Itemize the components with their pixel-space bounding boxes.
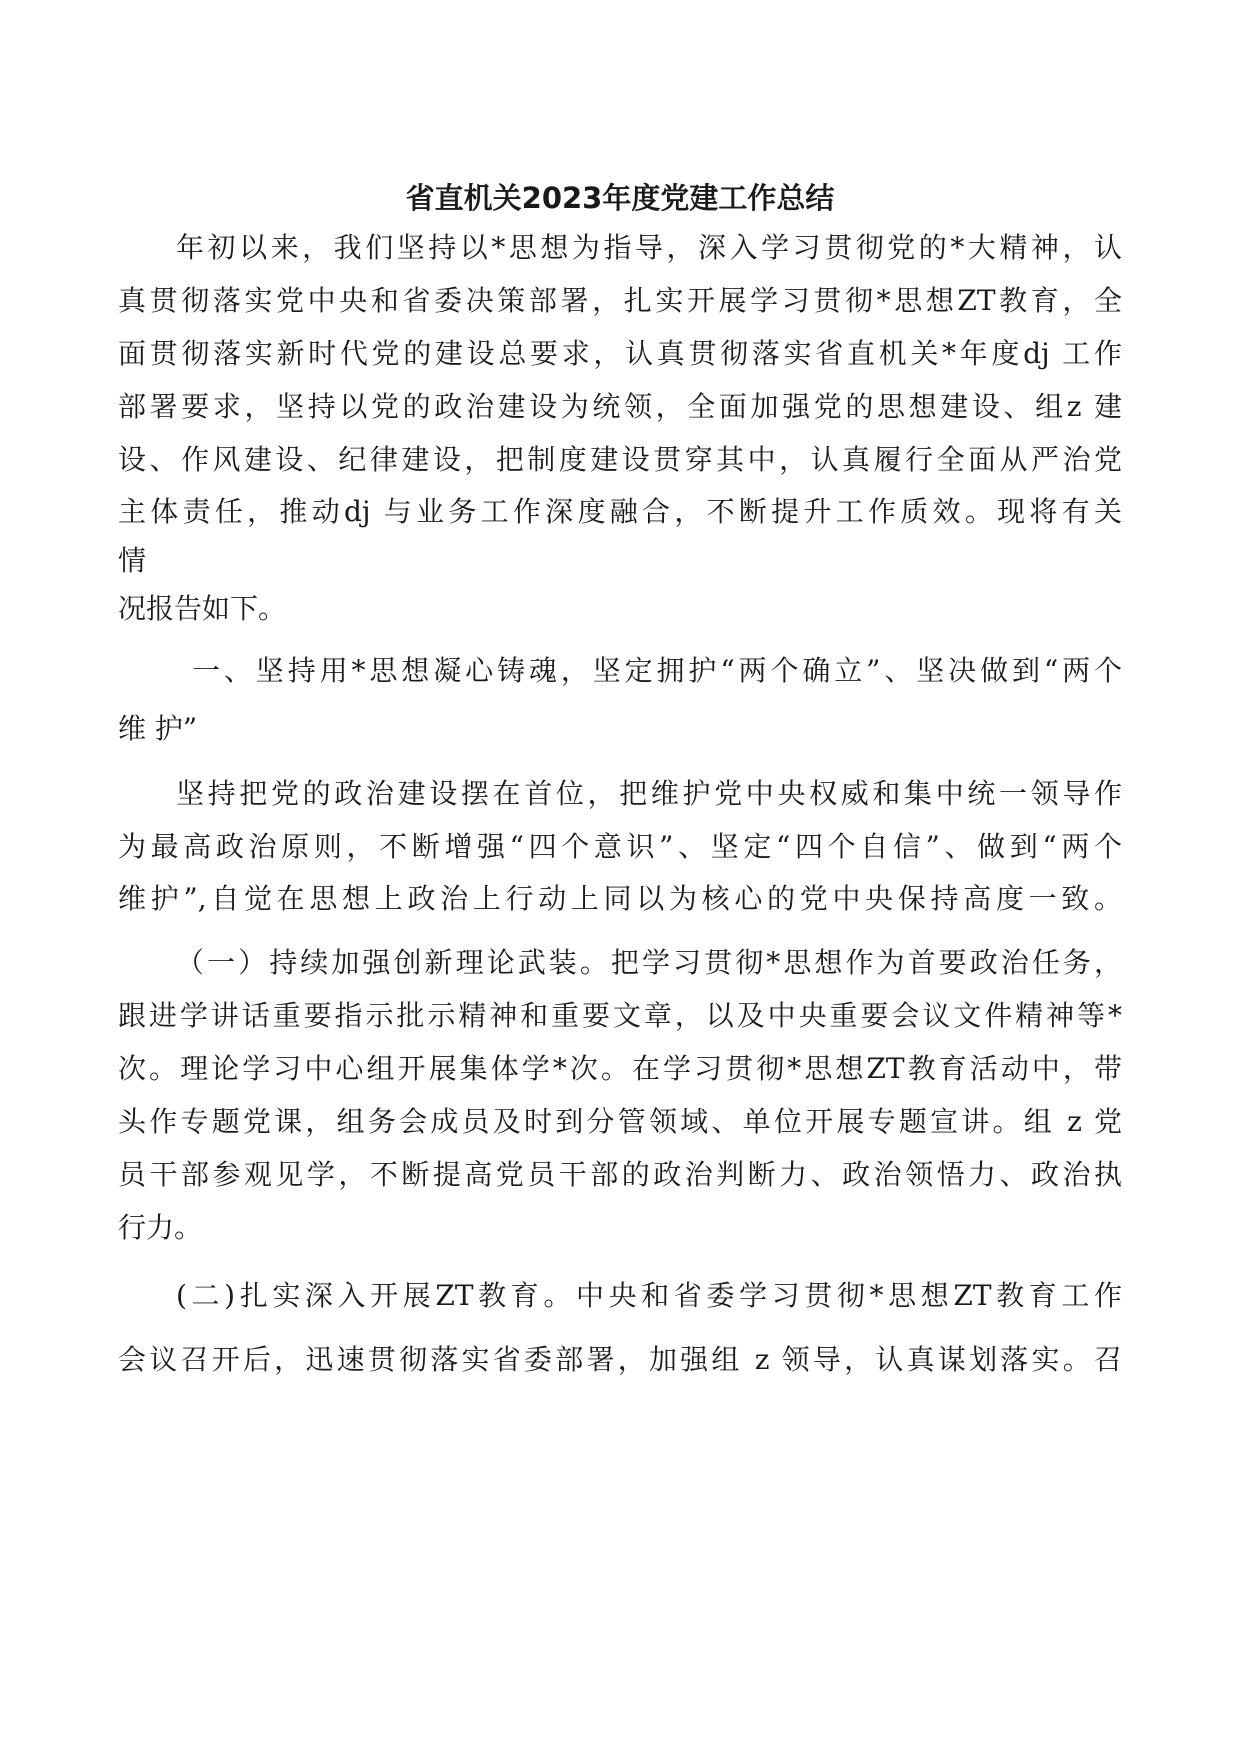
paragraph-line: 设、作风建设、纪律建设，把制度建设贯穿其中，认真履行全面从严治党 bbox=[118, 443, 1122, 476]
paragraph-line: 会议召开后，迅速贯彻落实省委部署，加强组 z 领导，认真谋划落实。召 bbox=[118, 1343, 1122, 1376]
subsection-line: (二)扎实深入开展ZT教育。中央和省委学习贯彻*思想ZT教育工作 bbox=[176, 1279, 1122, 1312]
paragraph-line: 真贯彻落实党中央和省委决策部署，扎实开展学习贯彻*思想ZT教育，全 bbox=[118, 284, 1122, 317]
paragraph-line: 跟进学讲话重要指示批示精神和重要文章，以及中央重要会议文件精神等* bbox=[118, 999, 1122, 1032]
document-title: 省直机关2023年度党建工作总结 bbox=[405, 181, 835, 215]
paragraph-line: 维护”,自觉在思想上政治上行动上同以为核心的党中央保持高度一致。 bbox=[118, 882, 1122, 915]
paragraph-line: 次。理论学习中心组开展集体学*次。在学习贯彻*思想ZT教育活动中，带 bbox=[118, 1052, 1122, 1085]
paragraph-line: 年初以来，我们坚持以*思想为指导，深入学习贯彻党的*大精神，认 bbox=[176, 231, 1122, 264]
paragraph-line: 坚持把党的政治建设摆在首位，把维护党中央权威和集中统一领导作 bbox=[176, 777, 1122, 810]
paragraph-line: 面贯彻落实新时代党的建设总要求，认真贯彻落实省直机关*年度dj 工作 bbox=[118, 337, 1122, 370]
paragraph-line: 部署要求，坚持以党的政治建设为统领，全面加强党的思想建设、组z 建 bbox=[118, 390, 1122, 423]
subsection-line: （一）持续加强创新理论武装。把学习贯彻*思想作为首要政治任务， bbox=[176, 946, 1122, 979]
paragraph-line: 为最高政治原则，不断增强“四个意识”、坚定“四个自信”、做到“两个 bbox=[118, 830, 1122, 863]
paragraph-line: 主体责任，推动dj 与业务工作深度融合，不断提升工作质效。现将有关 bbox=[118, 495, 1122, 528]
section-heading-line: 一、坚持用*思想凝心铸魂，坚定拥护“两个确立”、坚决做到“两个 bbox=[192, 654, 1122, 687]
paragraph-line: 情 bbox=[118, 544, 147, 577]
section-heading-line: 维 护” bbox=[118, 712, 198, 745]
paragraph-line: 况报告如下。 bbox=[118, 592, 287, 625]
paragraph-line: 行力。 bbox=[118, 1211, 203, 1244]
paragraph-line: 头作专题党课，组务会成员及时到分管领域、单位开展专题宣讲。组 z 党 bbox=[118, 1105, 1122, 1138]
paragraph-line: 员干部参观见学，不断提高党员干部的政治判断力、政治领悟力、政治执 bbox=[118, 1158, 1122, 1191]
